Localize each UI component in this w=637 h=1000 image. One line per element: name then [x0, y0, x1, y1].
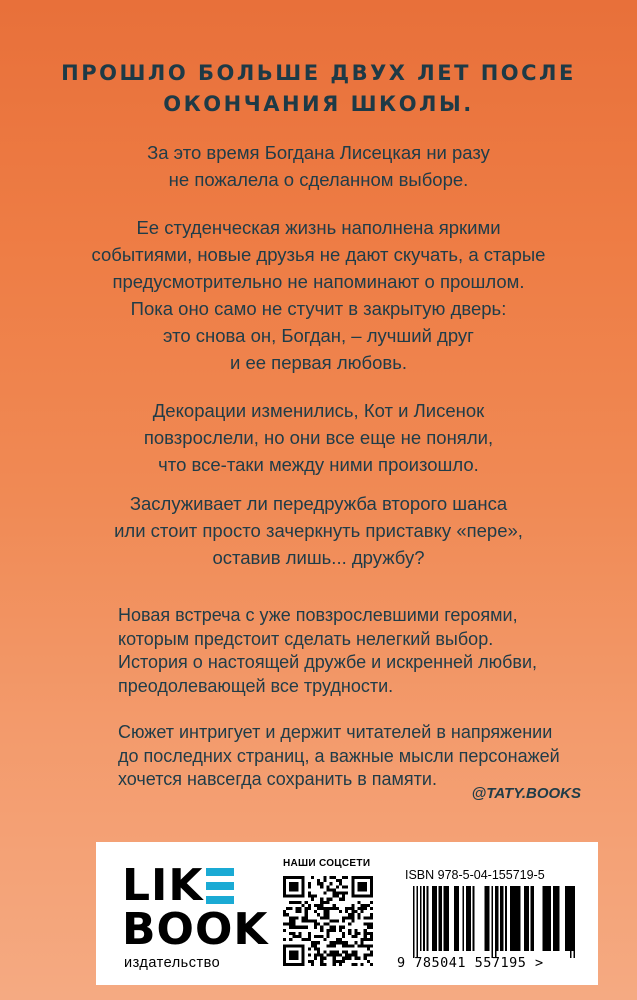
text-line: преодолевающей все трудности. — [118, 675, 394, 696]
logo-word: BOOK — [122, 904, 269, 955]
text-line: и ее первая любовь. — [229, 352, 407, 373]
text-line: оставив лишь... дружбу? — [212, 547, 425, 568]
text-line: которым предстоит сделать нелегкий выбор. — [118, 628, 494, 649]
text-line: предусмотрительно не напоминают о прошлом. — [112, 271, 525, 292]
publisher-logo — [122, 860, 269, 971]
promo-paragraph-1 — [118, 604, 618, 698]
logo-letter: K — [168, 860, 204, 911]
promo-paragraph-2 — [118, 721, 618, 792]
info-panel — [96, 842, 598, 985]
text-line: Пока оно само не стучит в закрытую дверь: — [130, 298, 507, 319]
logo-letter: I — [151, 860, 169, 911]
text-line: Заслуживает ли передружба второго шанса — [129, 493, 508, 514]
text-line: Новая встреча с уже повзрослевшими героями, — [118, 605, 518, 625]
cover-heading — [0, 58, 637, 120]
barcode-icon — [413, 886, 575, 958]
publisher-label: издательство — [124, 955, 221, 971]
text-line: Декорации изменились, Кот и Лисенок — [152, 400, 485, 421]
logo-letter: L — [122, 860, 152, 911]
text-line: хочется навсегда сохранить в памяти. — [118, 769, 437, 789]
synopsis-paragraph-1 — [0, 139, 637, 193]
author-handle: @TATY.BOOKS — [471, 785, 581, 802]
text-line: Ее студенческая жизнь наполнена яркими — [136, 217, 501, 238]
heading-line: ПРОШЛО БОЛЬШЕ ДВУХ ЛЕТ ПОСЛЕ — [61, 61, 576, 85]
synopsis-paragraph-4 — [0, 490, 637, 571]
logo-stripes-icon — [206, 868, 234, 904]
text-line: или стоит просто зачеркнуть приставку «пере», — [114, 520, 523, 541]
text-line: это снова он, Богдан, – лучший друг — [163, 325, 474, 346]
heading-line: ОКОНЧАНИЯ ШКОЛЫ. — [163, 92, 474, 116]
synopsis-paragraph-2 — [0, 214, 637, 376]
text-line: событиями, новые друзья не дают скучать, а старые — [91, 244, 546, 265]
text-line: За это время Богдана Лисецкая ни разу — [147, 142, 490, 163]
text-line: что все-таки между ними произошло. — [158, 454, 479, 475]
social-label: НАШИ СОЦСЕТИ — [283, 858, 371, 869]
isbn-text: ISBN 978-5-04-155719-5 — [405, 868, 545, 882]
text-line: до последних страниц, а важные мысли персонажей — [118, 745, 560, 766]
synopsis-paragraph-3 — [0, 397, 637, 478]
text-line: История о настоящей дружбе и искренней любви, — [118, 652, 538, 672]
text-line: повзрослели, но они все еще не поняли, — [143, 427, 494, 448]
barcode-digits: 9 785041 557195 > — [397, 955, 544, 971]
qr-code-icon[interactable] — [283, 876, 373, 966]
text-line: Сюжет интригует и держит читателей в напряжении — [118, 722, 553, 742]
text-line: не пожалела о сделанном выборе. — [168, 169, 469, 190]
